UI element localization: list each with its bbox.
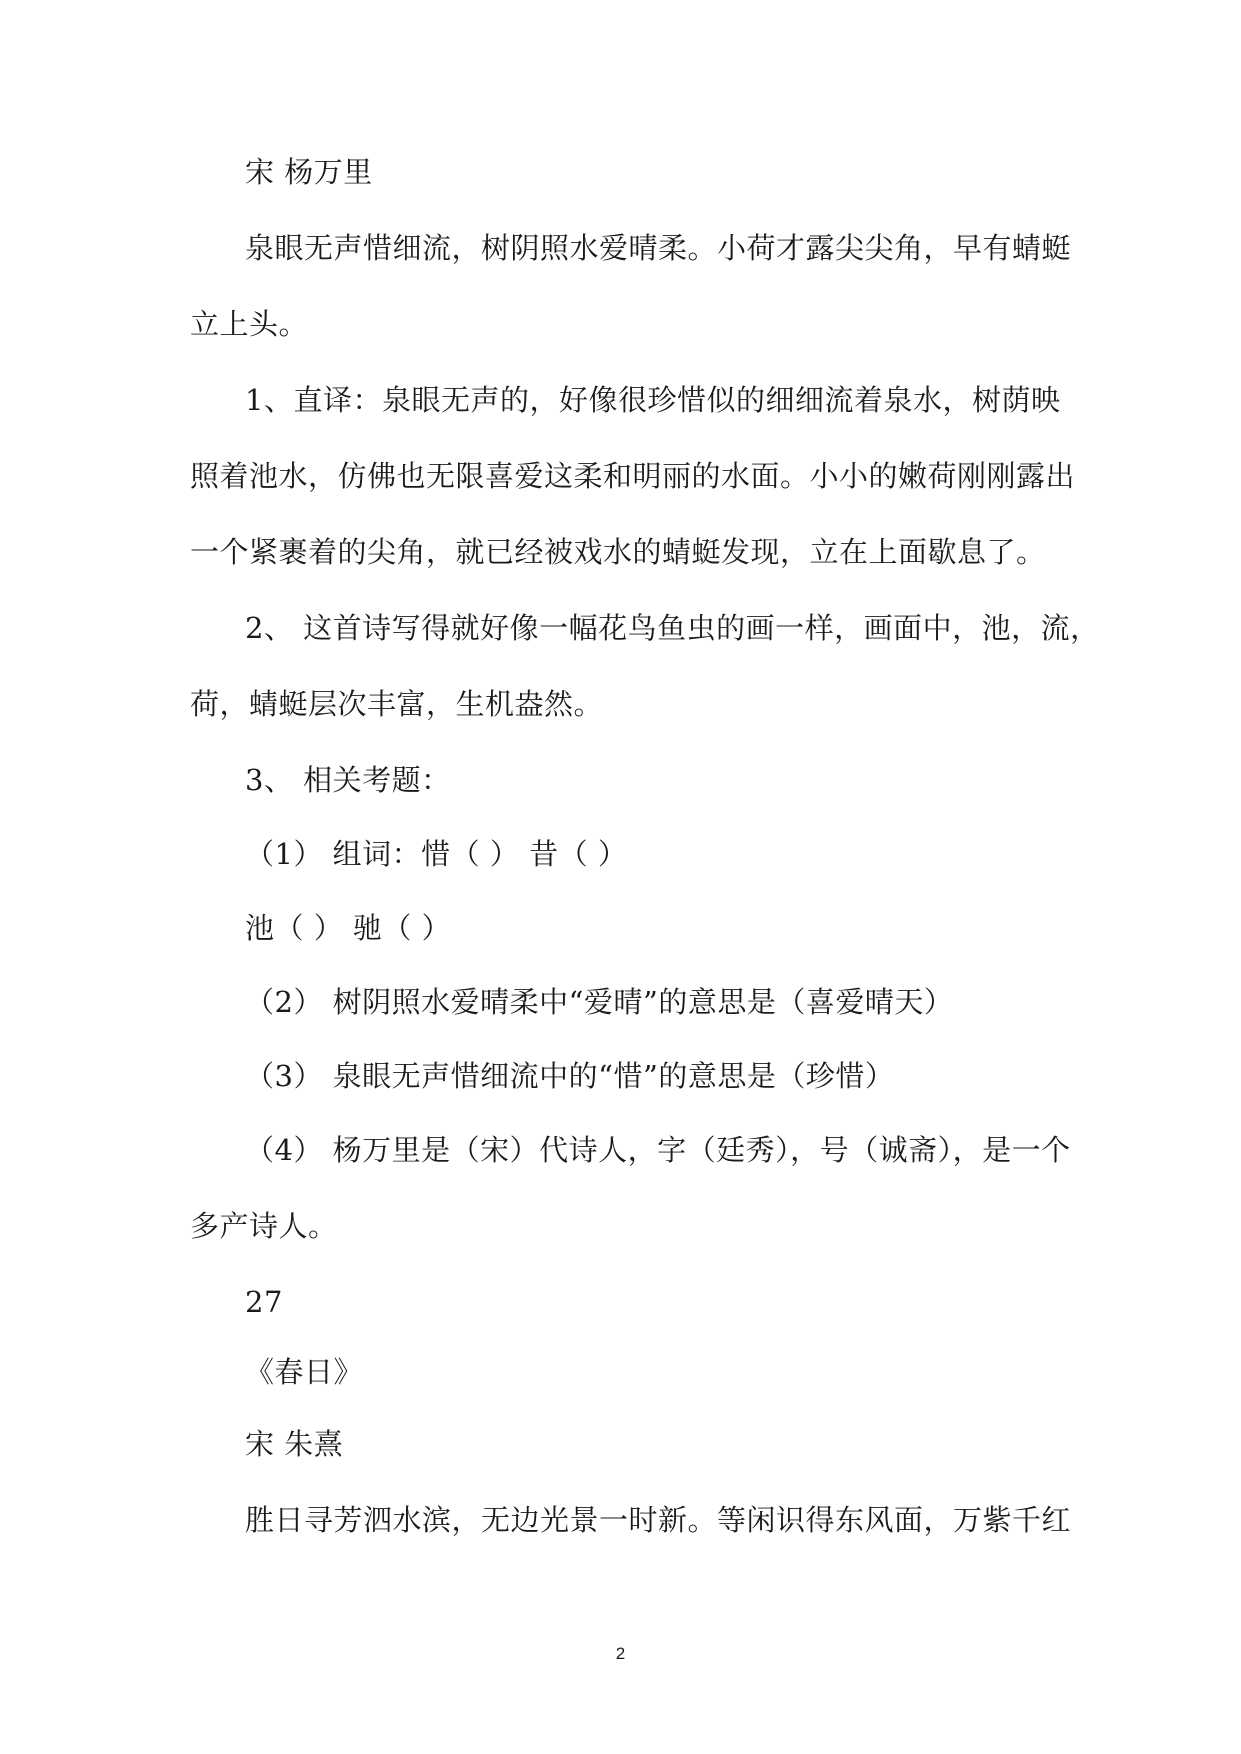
question-item: （2） 树阴照水爱晴柔中“爱晴”的意思是（喜爱晴天） [245,985,954,1019]
question-item: （3） 泉眼无声惜细流中的“惜”的意思是（珍惜） [245,1059,895,1093]
poem-author-line: 宋 杨万里 [245,155,373,189]
questions-heading: 3、 相关考题： [245,763,451,797]
translation-paragraph-line: 照着池水，仿佛也无限喜爱这柔和明丽的水面。小小的嫩荷刚刚露出 [190,459,1076,493]
translation-paragraph-line: 1、直译：泉眼无声的，好像很珍惜似的细细流着泉水，树荫映 [245,383,1061,417]
analysis-paragraph-line: 2、 这首诗写得就好像一幅花鸟鱼虫的画一样，画面中，池，流， [245,611,1100,645]
question-item-continued: 多产诗人。 [190,1209,338,1243]
poem-text-line-continued: 立上头。 [190,307,309,341]
analysis-paragraph-line: 荷，蜻蜓层次丰富，生机盎然。 [190,687,604,721]
poem-title: 《春日》 [245,1355,364,1389]
poem-text-line: 胜日寻芳泗水滨，无边光景一时新。等闲识得东风面，万紫千红 [245,1503,1072,1537]
question-item: （1） 组词：惜（ ） 昔（ ） [245,837,628,871]
question-item-continued: 池（ ） 驰（ ） [245,911,452,945]
page-number: 2 [615,1644,626,1663]
poem-text-line: 泉眼无声惜细流，树阴照水爱晴柔。小荷才露尖尖角，早有蜻蜓 [245,231,1072,265]
question-item: （4） 杨万里是（宋）代诗人，字（廷秀），号（诚斋），是一个 [245,1133,1071,1167]
translation-paragraph-line: 一个紧裹着的尖角，就已经被戏水的蜻蜓发现，立在上面歇息了。 [190,535,1046,569]
poem-author-line: 宋 朱熹 [245,1427,344,1461]
section-number: 27 [245,1285,283,1319]
